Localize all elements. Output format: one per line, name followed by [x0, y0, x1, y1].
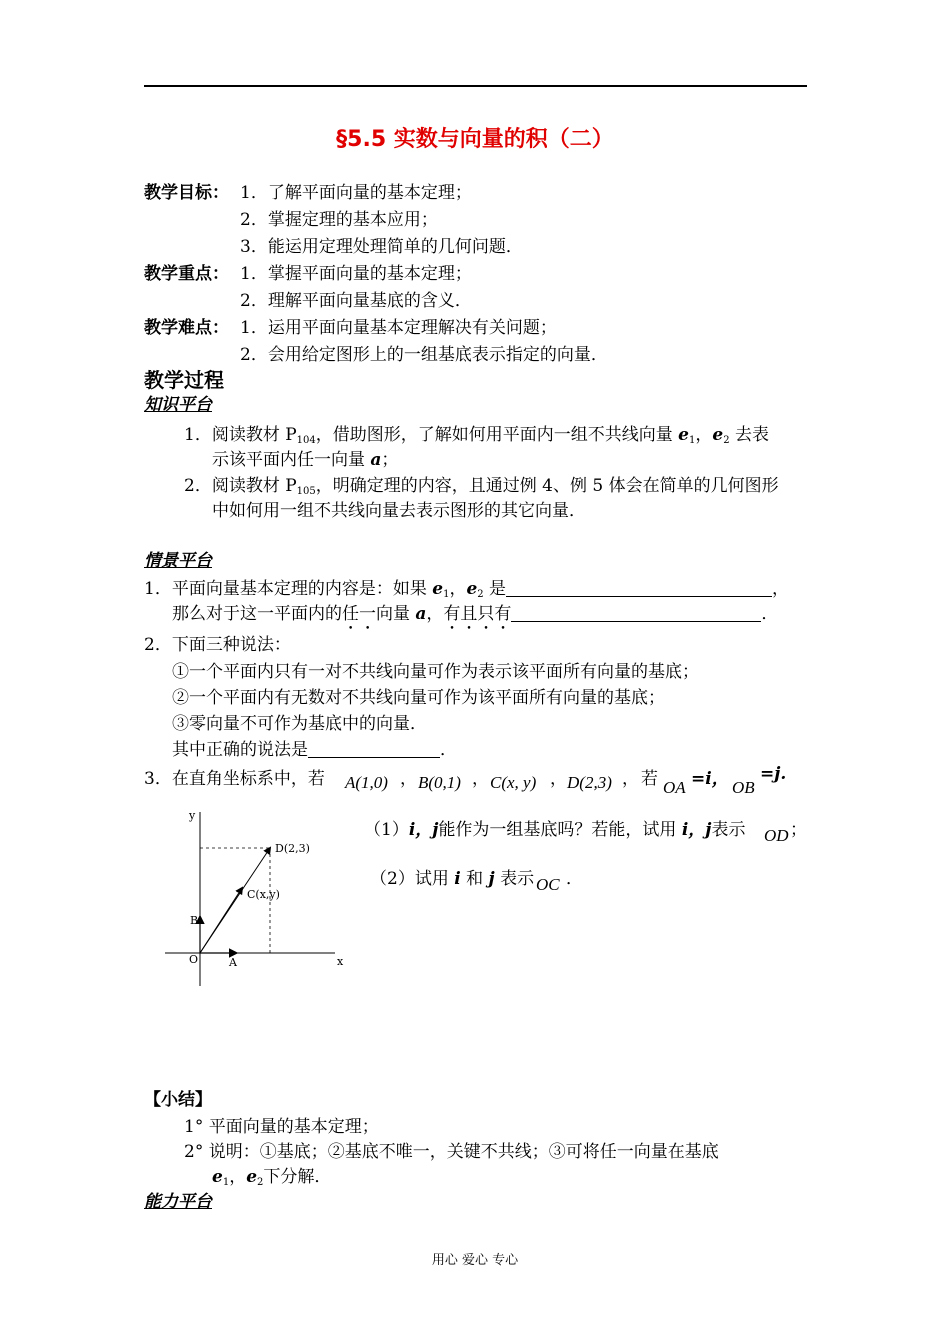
eq-j: =j.: [760, 764, 787, 784]
y-axis-label: y: [189, 809, 196, 822]
statement-item: ③零向量不可作为基底中的向量．: [172, 714, 427, 734]
text: ．: [440, 740, 457, 760]
emphasis-text: 有且只有: [443, 604, 512, 624]
var-e2: e: [246, 1167, 258, 1187]
question-1-cont: [172, 599, 778, 634]
text: ，: [772, 579, 790, 599]
text: 示该平面内任一向量: [212, 450, 371, 470]
vector-OC: OC: [536, 875, 560, 894]
question-1: [144, 574, 789, 600]
point-B: B(0,1): [418, 773, 461, 792]
text: 是: [483, 579, 507, 599]
text: 去表: [729, 425, 769, 445]
var-e2: e: [712, 425, 724, 445]
knowledge-item-1-cont: [212, 445, 398, 470]
point-A: A(1,0): [345, 773, 388, 792]
text: 和: [460, 869, 489, 889]
objective-item: 1．了解平面向量的基本定理；: [240, 183, 472, 203]
text: ，: [229, 1167, 247, 1187]
summary-heading: 【小结】: [144, 1090, 212, 1110]
summary-item: 1° 平面向量的基本定理；: [184, 1117, 379, 1137]
point-b-label: B: [190, 914, 199, 927]
emphasis-text: 任一: [342, 604, 376, 624]
objectives-label: 教学目标：: [144, 183, 229, 203]
text: 104: [296, 435, 316, 446]
objective-item: 3．能运用定理处理简单的几何问题．: [240, 237, 523, 257]
question-2-answer: [172, 735, 457, 760]
key-points-label: 教学重点：: [144, 264, 229, 284]
text: （2）试用: [370, 869, 455, 889]
var-j: j: [488, 869, 495, 889]
summary-item-cont: [212, 1162, 331, 1188]
text: ．: [566, 869, 583, 889]
difficulty-item: 1．运用平面向量基本定理解决有关问题；: [240, 318, 557, 338]
var-e1: e: [678, 425, 689, 445]
text: 1: [443, 589, 450, 600]
text: 3．在直角坐标系中，若: [144, 769, 325, 789]
comma: ，: [472, 769, 489, 789]
text: 1．平面向量基本定理的内容是：如果: [144, 579, 433, 599]
x-axis-label: x: [337, 955, 344, 968]
statement-item: ②一个平面内有无数对不共线向量可作为该平面所有向量的基底；: [172, 688, 665, 708]
vector-OB: OB: [732, 778, 755, 797]
text: ．: [761, 604, 779, 624]
header-rule: [144, 85, 807, 87]
var-a: a: [370, 450, 382, 470]
comma: ，: [622, 769, 639, 789]
answer-blank[interactable]: [506, 580, 772, 597]
difficulties-label: 教学难点：: [144, 318, 229, 338]
var-e1: e: [212, 1167, 223, 1187]
key-point-item: 2．理解平面向量基底的含义．: [240, 291, 472, 311]
text: ，: [695, 425, 713, 445]
question-3: [144, 764, 325, 789]
statement-item: ①一个平面内只有一对不共线向量可作为表示该平面所有向量的基底；: [172, 662, 699, 682]
text: 2．阅读教材 P: [184, 476, 297, 496]
text: ；: [790, 820, 807, 840]
objective-item: 2．掌握定理的基本应用；: [240, 210, 438, 230]
question-2-title: 2．下面三种说法：: [144, 635, 291, 655]
text: 能作为一组基底吗？若能，试用: [438, 820, 682, 840]
var-e1: e: [432, 579, 444, 599]
comma: ，: [550, 769, 567, 789]
text: 1: [222, 1177, 230, 1188]
text: 1: [689, 435, 696, 446]
scenario-heading: 情景平台: [144, 551, 212, 571]
question-3-part-1: [364, 815, 745, 840]
text: 2: [723, 435, 730, 446]
ability-heading: 能力平台: [144, 1192, 212, 1212]
var-e2: e: [466, 579, 478, 599]
answer-blank[interactable]: [308, 741, 440, 758]
text: 表示: [711, 820, 746, 840]
var-i: i: [454, 869, 461, 889]
point-c-label: C(x,y): [247, 888, 280, 901]
text: 若: [641, 769, 658, 789]
knowledge-item-2: [184, 471, 779, 497]
vector-OD: OD: [764, 826, 789, 845]
coordinate-figure: [160, 800, 360, 995]
page-title: §5.5 实数与向量的积（二）: [336, 127, 614, 152]
text: 2: [257, 1177, 264, 1188]
knowledge-item-1: [184, 420, 769, 446]
page-footer: 用心 爱心 专心: [431, 1253, 519, 1268]
var-a: a: [415, 604, 427, 624]
var-ij: i，j: [681, 820, 712, 840]
text: 下分解．: [263, 1167, 332, 1187]
text: 表示: [494, 869, 535, 889]
point-a-label: A: [229, 956, 237, 969]
text: 其中正确的说法是: [172, 740, 308, 760]
vector-OA: OA: [663, 778, 686, 797]
knowledge-item-2-cont: 中如何用一组不共线向量去表示图形的其它向量．: [212, 501, 586, 521]
text: ；: [381, 450, 399, 470]
summary-item: 2° 说明：①基底；②基底不唯一，关键不共线；③可将任一向量在基底: [184, 1142, 719, 1162]
answer-blank[interactable]: [511, 605, 761, 622]
origin-label: O: [189, 953, 199, 966]
text: ，借助图形，了解如何用平面内一组不共线向量: [315, 425, 679, 445]
question-3-part-2: [370, 864, 534, 889]
point-d-label: D(2,3): [275, 842, 310, 855]
text: 那么对于这一平面内的: [172, 604, 342, 624]
comma: ，: [400, 769, 417, 789]
point-C: C(x, y): [490, 773, 537, 792]
key-point-item: 1．掌握平面向量的基本定理；: [240, 264, 472, 284]
eq-i: =i，: [691, 769, 729, 789]
var-ij: i，j: [408, 820, 439, 840]
text: （1）: [364, 820, 409, 840]
text: 向量: [376, 604, 416, 624]
knowledge-heading: 知识平台: [144, 395, 212, 415]
text: ，: [426, 604, 444, 624]
text: 105: [296, 486, 316, 497]
difficulty-item: 2．会用给定图形上的一组基底表示指定的向量．: [240, 345, 608, 365]
text: 1．阅读教材 P: [184, 425, 297, 445]
vector-oc: [200, 888, 242, 953]
text: ，: [449, 579, 467, 599]
text: ，明确定理的内容，且通过例 4、例 5 体会在简单的几何图形: [315, 476, 779, 496]
text: 2: [477, 589, 484, 600]
process-heading: 教学过程: [144, 368, 224, 392]
point-D: D(2,3): [567, 773, 612, 792]
